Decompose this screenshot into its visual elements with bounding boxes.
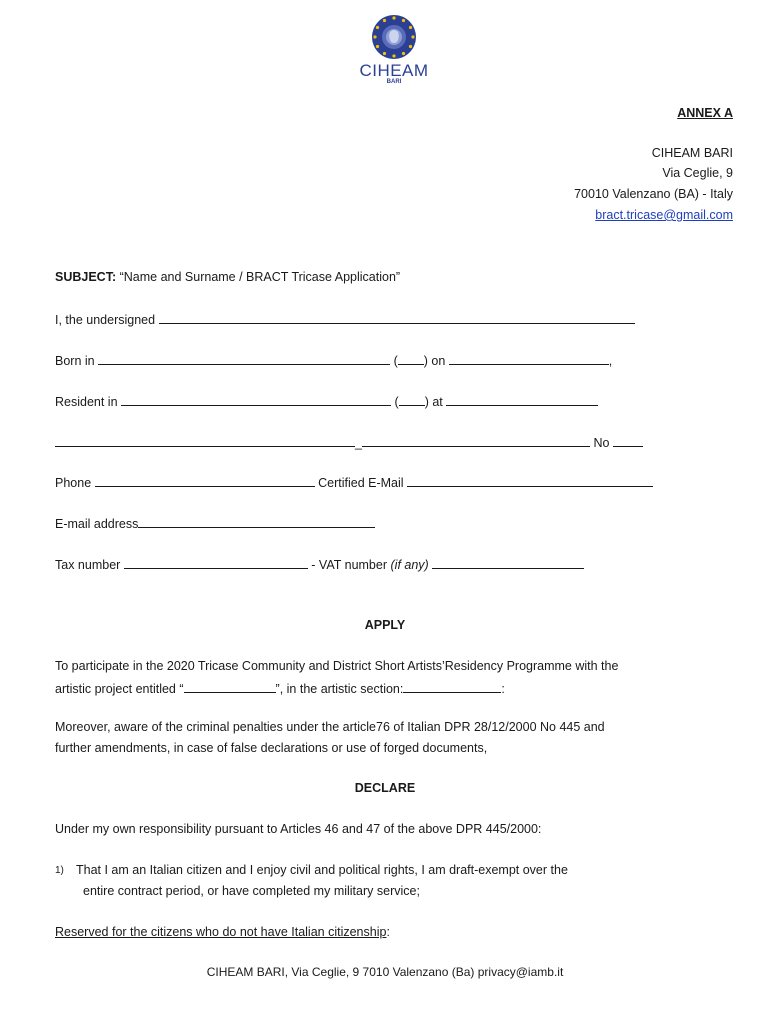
phone-field[interactable] — [95, 474, 315, 487]
logo-subtitle: BARI — [386, 79, 402, 85]
born-row — [55, 352, 612, 368]
resident-in-label: Resident in — [55, 395, 118, 409]
reserved-colon: : — [386, 925, 390, 939]
item-1-line-2: entire contract period, or have completed my military service; — [83, 884, 420, 898]
address-email-link[interactable]: bract.tricase@gmail.com — [595, 208, 733, 222]
email-address-field[interactable] — [138, 515, 375, 528]
residence-province-field[interactable] — [399, 393, 425, 406]
address-line-1: CIHEAM BARI — [651, 146, 733, 160]
ciheam-emblem-icon — [371, 14, 417, 60]
address-line-2: Via Ceglie, 9 — [662, 166, 733, 180]
tax-number-label: Tax number — [55, 558, 121, 572]
email-row — [55, 515, 375, 531]
birth-province-field[interactable] — [398, 352, 424, 365]
vat-if-any: (if any) — [390, 558, 429, 572]
vat-number-field[interactable] — [432, 556, 584, 569]
artistic-section-field[interactable] — [403, 680, 501, 693]
project-title-field[interactable] — [184, 680, 276, 693]
certified-email-label: Certified E-Mail — [318, 476, 404, 490]
phone-row — [55, 474, 653, 490]
participate-part-1: artistic project entitled “ — [55, 682, 184, 696]
email-address-label: E-mail address — [55, 517, 139, 531]
participate-part-3: : — [501, 682, 505, 696]
undersigned-row — [55, 311, 635, 327]
subject-text: “Name and Surname / BRACT Tricase Application” — [119, 270, 401, 284]
residence-address-field[interactable] — [446, 393, 598, 406]
street-number-field[interactable] — [613, 434, 643, 447]
subject-label: SUBJECT: — [55, 270, 117, 284]
tax-number-field[interactable] — [124, 556, 308, 569]
tax-row — [55, 556, 584, 572]
resident-row — [55, 393, 598, 409]
vat-label: - VAT number — [311, 558, 388, 572]
item-1-line-1: That I am an Italian citizen and I enjoy civil and political rights, I am draft-exempt over the — [76, 863, 568, 877]
responsibility-text: Under my own responsibility pursuant to Articles 46 and 47 of the above DPR 445/2000: — [55, 822, 542, 836]
born-in-label: Born in — [55, 354, 95, 368]
reserved-text: Reserved for the citizens who do not have Italian citizenship — [55, 925, 387, 939]
street-number-label: No — [593, 436, 610, 450]
declare-heading: DECLARE — [354, 781, 416, 795]
moreover-line-2: further amendments, in case of false declarations or use of forged documents, — [55, 741, 488, 755]
address-line-3: 70010 Valenzano (BA) - Italy — [574, 187, 733, 201]
birthplace-field[interactable] — [98, 352, 390, 365]
moreover-line-1: Moreover, aware of the criminal penalties under the article76 of Italian DPR 28/12/2000 No 445 and — [55, 720, 605, 734]
ciheam-logo — [354, 14, 434, 86]
annex-title: ANNEX A — [677, 106, 733, 120]
participate-line-2 — [55, 680, 505, 696]
address-no-row — [55, 434, 643, 450]
reserved-line — [55, 925, 390, 939]
page-footer: CIHEAM BARI, Via Ceglie, 9 7010 Valenzano (Ba) privacy@iamb.it — [206, 965, 564, 979]
logo-wordmark: CIHEAM — [359, 61, 429, 80]
certified-email-field[interactable] — [407, 474, 653, 487]
undersigned-label: I, the undersigned — [55, 313, 156, 327]
street-field[interactable] — [55, 434, 355, 447]
phone-label: Phone — [55, 476, 92, 490]
participate-line-1: To participate in the 2020 Tricase Community and District Short Artists’Residency Programme with the — [55, 659, 619, 673]
residence-city-field[interactable] — [121, 393, 391, 406]
birth-date-field[interactable] — [449, 352, 609, 365]
born-province-close: ) on — [423, 354, 446, 368]
address-separator: _ — [355, 436, 362, 450]
subject-line — [55, 270, 400, 284]
item-1-number: 1) — [55, 865, 64, 876]
resident-province-open: ( — [394, 395, 399, 409]
apply-heading: APPLY — [364, 618, 406, 632]
born-province-open: ( — [393, 354, 398, 368]
street-continued-field[interactable] — [362, 434, 590, 447]
resident-province-close: ) at — [424, 395, 443, 409]
participate-part-2: ”, in the artistic section: — [275, 682, 404, 696]
born-comma: , — [608, 354, 613, 368]
undersigned-field[interactable] — [159, 311, 635, 324]
